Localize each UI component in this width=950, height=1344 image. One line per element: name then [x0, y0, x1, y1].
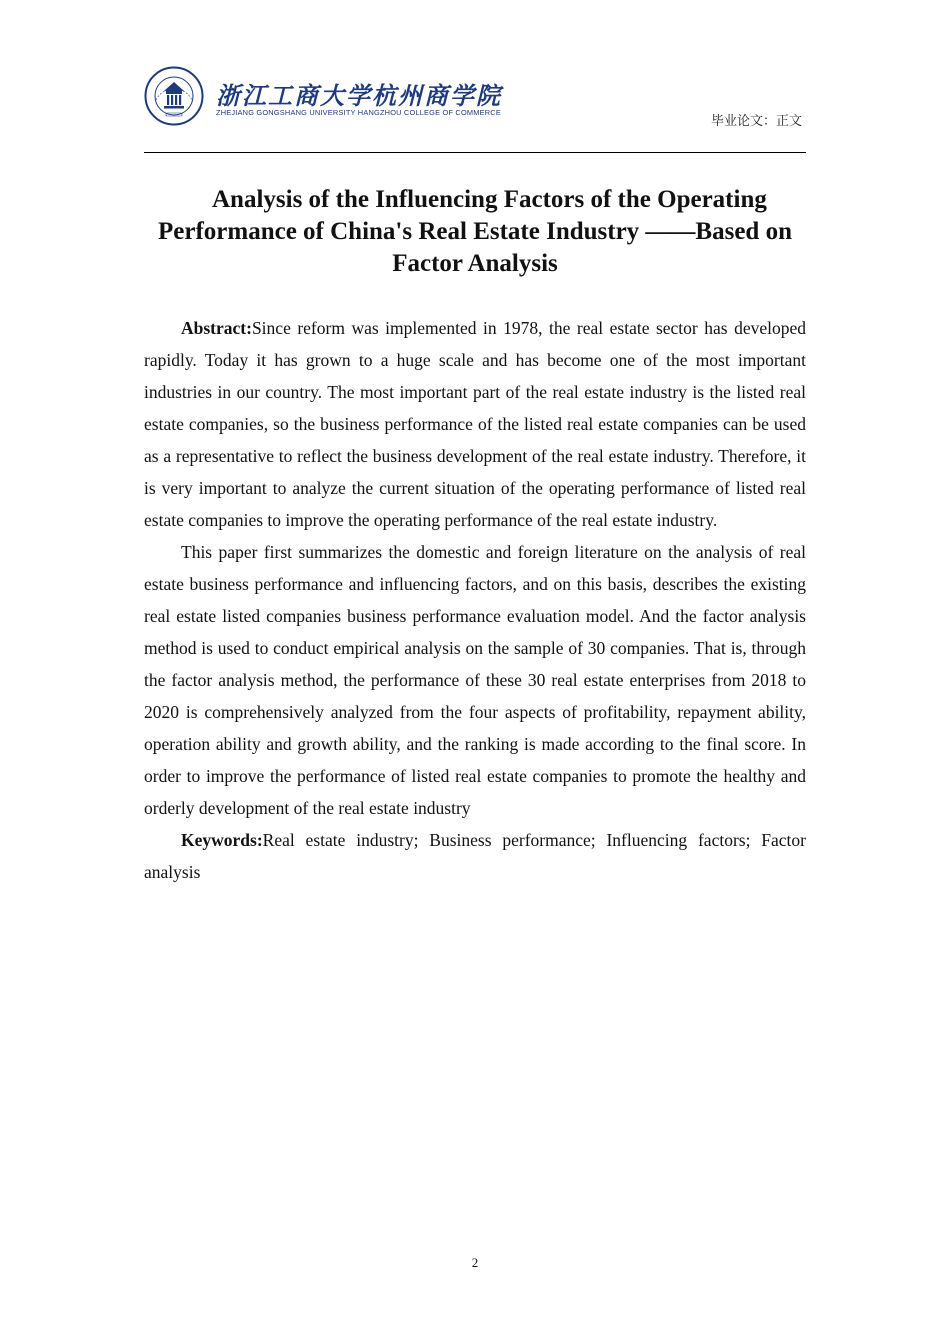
title-line-1: Analysis of the Influencing Factors of the Operating — [212, 186, 767, 213]
keywords-text: Real estate industry; Business performance; Influencing factors; Factor analysis — [144, 830, 806, 882]
keywords-label: Keywords: — [181, 830, 263, 850]
abstract-text: Since reform was implemented in 1978, the real estate sector has developed rapidly. Today it has grown to a huge scale and has become one of the most important industries in our country. The most important part of the real estate industry is the listed real estate companies, so the business performance of the listed real estate companies can be used as a representative to reflect the business development of the real estate industry. Therefore, it is very important to analyze the current situation of the operating performance of listed real estate companies to improve the operating performance of the real estate industry. — [144, 318, 806, 530]
summary-paragraph: This paper first summarizes the domestic and foreign literature on the analysis of real estate business performance and influencing factors, and on this basis, describes the existing real estate listed companies business performance evaluation model. And the factor analysis method is used to conduct empirical analysis on the sample of 30 companies. That is, through the factor analysis method, the performance of these 30 real estate enterprises from 2018 to 2020 is comprehensively analyzed from the four aspects of profitability, repayment ability, operation ability and growth ability, and the ranking is made according to the final score. In order to improve the performance of listed real estate companies to promote the healthy and orderly development of the real estate industry — [144, 542, 806, 818]
header-section-label: 毕业论文：正文 — [710, 114, 802, 129]
logo-chinese-wordmark: 浙江工商大学杭州商学院 — [216, 81, 502, 110]
title-line-2: Performance of China's Real Estate Industry ——Based on — [157, 218, 792, 245]
page-header — [144, 64, 806, 153]
keywords-paragraph — [144, 824, 806, 888]
abstract-paragraph — [144, 312, 806, 536]
page-number: 2 — [471, 1255, 479, 1270]
abstract-label: Abstract: — [181, 318, 252, 338]
title-line-3: Factor Analysis — [392, 250, 558, 277]
paper-title — [144, 184, 806, 280]
abstract-body — [144, 312, 806, 888]
university-seal-icon — [144, 66, 204, 126]
logo-english-wordmark: ZHEJIANG GONGSHANG UNIVERSITY HANGZHOU COLLEGE OF COMMERCE — [216, 108, 501, 117]
